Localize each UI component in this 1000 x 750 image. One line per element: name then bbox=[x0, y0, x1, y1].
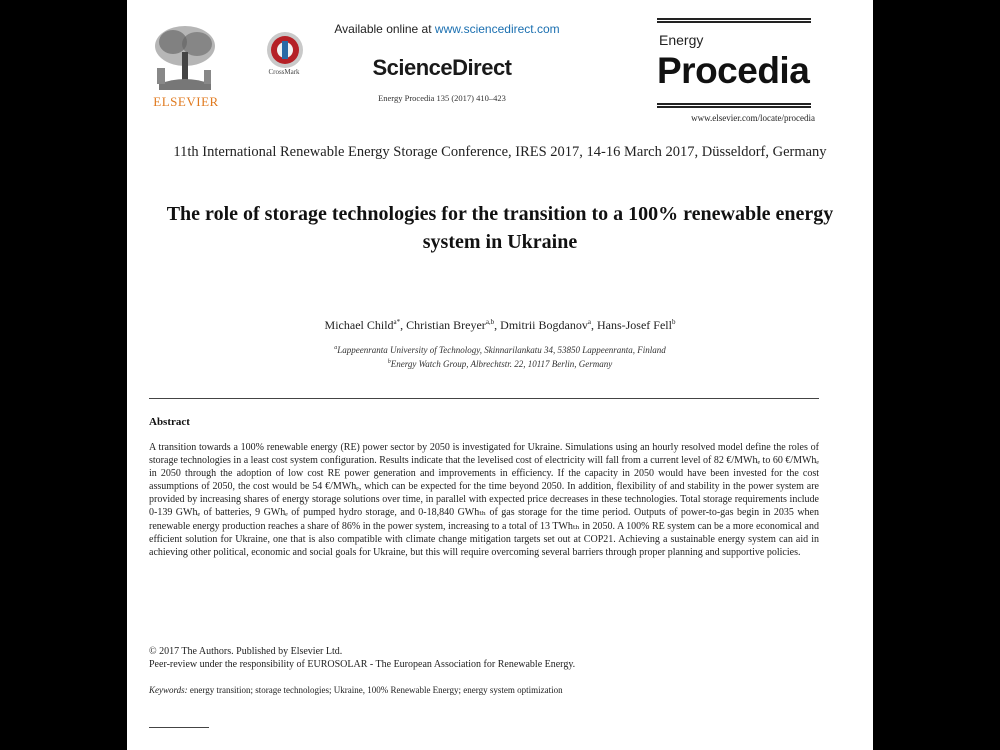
abstract-heading: Abstract bbox=[149, 416, 190, 428]
affiliation-marker: b bbox=[387, 359, 391, 365]
author-name: Christian Breyer bbox=[406, 318, 486, 332]
keywords-text: energy transition; storage technologies; Ukraine, 100% Renewable Energy; energy system optimization bbox=[187, 685, 563, 695]
affiliation-text: Energy Watch Group, Albrechtstr. 22, 10117 Berlin, Germany bbox=[390, 359, 613, 369]
author-list bbox=[147, 318, 853, 333]
peer-review-line: Peer-review under the responsibility of EUROSOLAR - The European Association for Renewable Energy. bbox=[149, 659, 576, 670]
masthead-rule-bottom bbox=[657, 103, 811, 108]
author-superscript: a,b bbox=[485, 318, 495, 326]
keywords-label: Keywords: bbox=[149, 685, 188, 695]
available-prefix: Available online at bbox=[334, 22, 435, 36]
affiliation-a bbox=[147, 345, 853, 355]
conference-line: 11th International Renewable Energy Storage Conference, IRES 2017, 14-16 March 2017, Düsseldorf, Germany bbox=[173, 144, 827, 160]
keywords-line bbox=[149, 685, 819, 695]
author-name: Hans-Josef Fell bbox=[596, 318, 672, 332]
available-online bbox=[317, 22, 577, 36]
author-separator: , bbox=[400, 318, 407, 332]
elsevier-tree-icon bbox=[149, 22, 221, 92]
journal-reference: Energy Procedia 135 (2017) 410–423 bbox=[378, 93, 506, 103]
author-superscript: a bbox=[587, 318, 591, 326]
author-separator: , bbox=[494, 318, 501, 332]
author-name: Dmitrii Bogdanov bbox=[500, 318, 588, 332]
paper-title: The role of storage technologies for the transition to a 100% renewable energy system in Ukraine bbox=[166, 203, 834, 253]
journal-small-title: Energy bbox=[659, 32, 704, 48]
section-divider bbox=[149, 398, 819, 399]
author-superscript: b bbox=[671, 318, 676, 326]
elsevier-logo bbox=[149, 22, 221, 112]
copyright-line: © 2017 The Authors. Published by Elsevier Ltd. bbox=[149, 646, 343, 657]
author-name: Michael Child bbox=[324, 318, 394, 332]
affiliation-marker: a bbox=[334, 345, 338, 351]
author-separator: , bbox=[590, 318, 597, 332]
affiliation-b bbox=[147, 359, 853, 369]
paper-page bbox=[127, 0, 873, 750]
affiliation-text: Lappeenranta University of Technology, Skinnarilankatu 34, 53850 Lappeenranta, Finland bbox=[337, 345, 666, 355]
journal-name: Procedia bbox=[657, 50, 810, 91]
masthead-rule-top bbox=[657, 18, 811, 23]
sciencedirect-brand: ScienceDirect bbox=[372, 55, 512, 80]
journal-url[interactable]: www.elsevier.com/locate/procedia bbox=[691, 113, 815, 123]
elsevier-wordmark: ELSEVIER bbox=[153, 94, 219, 109]
sciencedirect-link[interactable]: www.sciencedirect.com bbox=[434, 22, 560, 36]
author-superscript: a* bbox=[393, 318, 401, 326]
crossmark-label: CrossMark bbox=[268, 68, 300, 76]
abstract-body: A transition towards a 100% renewable energy (RE) power sector by 2050 is investigated for Ukraine. Simulations using an hourly resolved model define the roles of storage technologies in a least cost system configuration. Results indicate that the levelised cost of electricity will fall from a current level of 82 €/MWhₑ to 60 €/MWhₑ in 2050 through the adoption of low cost RE power generation and improvements in efficiency. If the capacity in 2050 would have been invested for the cost assumptions of 2050, the cost would be 54 €/MWhₑ, which can be expected for the time beyond 2050. In addition, flexibility of and stability in the power system are provided by increasing shares of energy storage solutions over time, in parallel with expected price decreases in these technologies. Total storage requirements include 0-139 GWhₑ of batteries, 9 GWhₑ of pumped hydro storage, and 0-18,840 GWhₜₕ of gas storage for the time period. Outputs of power-to-gas begin in 2035 when renewable energy production reaches a share of 86% in the power system, increasing to a total of 13 TWhₜₕ in 2050. A 100% RE system can be a more economical and efficient solution for Ukraine, one that is also compatible with climate change mitigation targets set out at COP21. Achieving a sustainable energy system can aid in achieving other political, economic and social goals for Ukraine, but this will require overcoming several barriers through proper planning and supportive policies. bbox=[149, 442, 819, 558]
journal-masthead bbox=[657, 18, 815, 128]
footnote-divider bbox=[149, 727, 209, 728]
